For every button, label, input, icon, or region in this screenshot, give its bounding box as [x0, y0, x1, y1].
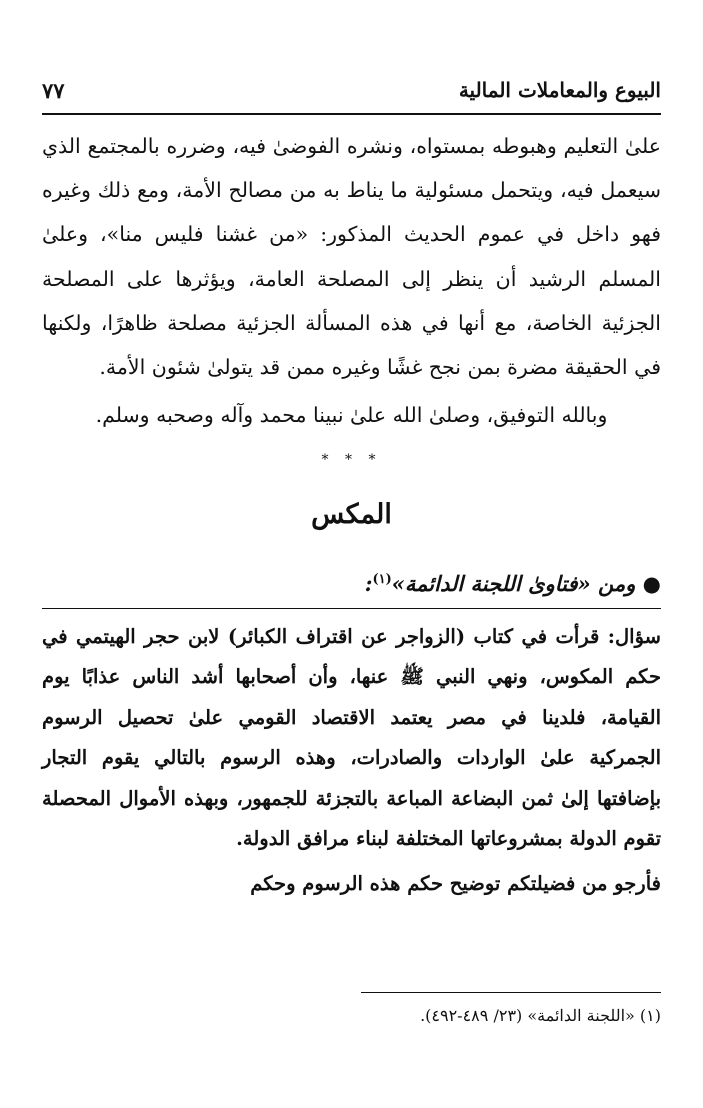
- question-continued: فأرجو من فضيلتكم توضيح حكم هذه الرسوم وحكم: [250, 871, 661, 895]
- body-paragraph: علىٰ التعليم وهبوطه بمستواه، ونشره الفوضىٰ فيه، وضرره بالمجتمع الذي سيعمل فيه، ويتحمل مسئولية ما يناط به من مصالح الأمة، ومع ذلك وغيره فهو داخل في عموم الحديث المذكور: «من غشنا فليس منا»، وعلىٰ المسلم الرشيد أن ينظر إلى المصلحة العامة، ويؤثرها على المصلحة الجزئية الخاصة، مع أنها في هذه المسألة الجزئية مصلحة ظاهرًا، ولكنها في الحقيقة مضرة بمن نجح غشًا وغيره ممن قد يتولىٰ شئون الأمة.: [42, 134, 661, 380]
- bullet-icon: ●: [642, 570, 661, 596]
- section-separator: * * *: [321, 452, 382, 469]
- footnote-rule: [361, 992, 661, 993]
- question-paragraph: سؤال: قرأت في كتاب (الزواجر عن اقتراف الكبائر) لابن حجر الهيتمي في حكم المكوس، ونهي النبي ﷺ عنها، وأن أصحابها أشد الناس عذابًا يوم القيامة، فلدينا في مصر يعتمد الاقتصاد القومي علىٰ تحصيل الرسوم الجمركية علىٰ الواردات والصادرات، وهذه الرسوم بالتالي يقوم التجار بإضافتها إلىٰ ثمن البضاعة المباعة بالتجزئة للجمهور، وبهذه الأموال المحصلة تقوم الدولة بمشروعاتها المختلفة لبناء مرافق الدولة.: [42, 608, 661, 860]
- running-header: [42, 70, 661, 110]
- section-title: المكس: [311, 499, 392, 531]
- citation-text: ومن «فتاوىٰ اللجنة الدائمة»: [391, 570, 636, 596]
- footnote-ref[interactable]: (١): [372, 571, 392, 587]
- header-rule: [42, 113, 661, 115]
- page-body: [42, 124, 661, 904]
- footnote: (١) «اللجنة الدائمة» (٢٣/ ٤٨٩-٤٩٢).: [420, 1006, 661, 1025]
- citation-colon: :: [364, 570, 373, 596]
- page-number: ٧٧: [42, 77, 65, 103]
- header-title: البيوع والمعاملات المالية: [458, 78, 661, 102]
- source-citation: [42, 558, 661, 602]
- closing-line: وبالله التوفيق، وصلىٰ الله علىٰ نبينا محمد وآله وصحبه وسلم.: [95, 403, 608, 428]
